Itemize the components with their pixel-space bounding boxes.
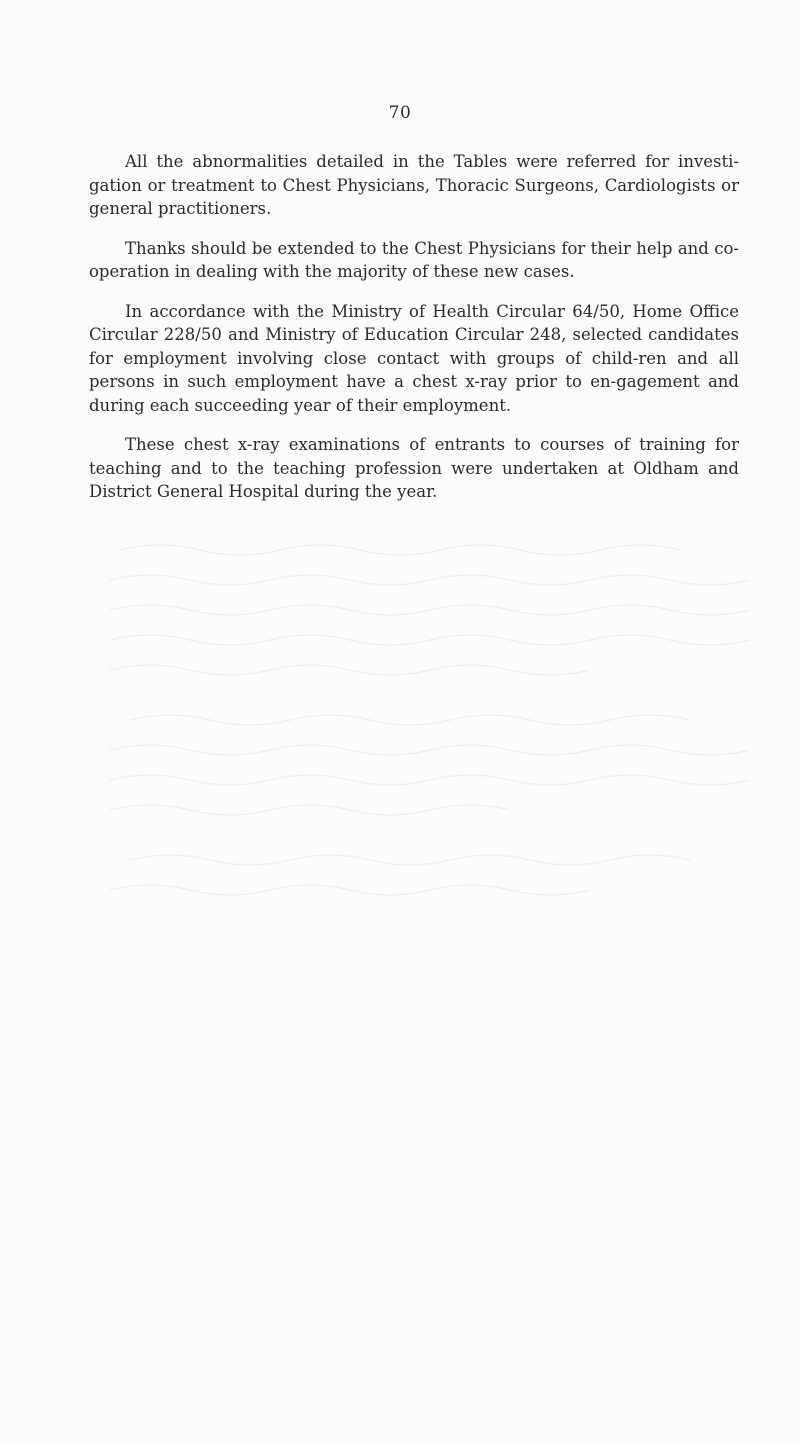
paragraph-referrals: All the abnormalities detailed in the Tables were referred for investi-gation or treatment to Chest Physicians, Thoracic Surgeons, Cardiologists or general practitioners. — [89, 152, 739, 218]
paragraph-circulars: In accordance with the Ministry of Health Circular 64/50, Home Office Circular 228/50 and Ministry of Education Circular 248, selected candidates for employment involving close contact with groups of child-ren and all persons in such employment have a chest x-ray prior to en-gagement and during each succeeding year of their employment. — [89, 301, 739, 415]
reverse-side-show-through — [100, 530, 790, 910]
page-number: 70 — [388, 103, 412, 123]
body-text — [89, 150, 739, 520]
paragraph-chest-xray: These chest x-ray examinations of entrants to courses of training for teaching and to the teaching profession were undertaken at Oldham and District General Hospital during the year. — [89, 435, 739, 501]
paragraph-thanks: Thanks should be extended to the Chest Physicians for their help and co-operation in dealing with the majority of these new cases. — [89, 238, 739, 281]
